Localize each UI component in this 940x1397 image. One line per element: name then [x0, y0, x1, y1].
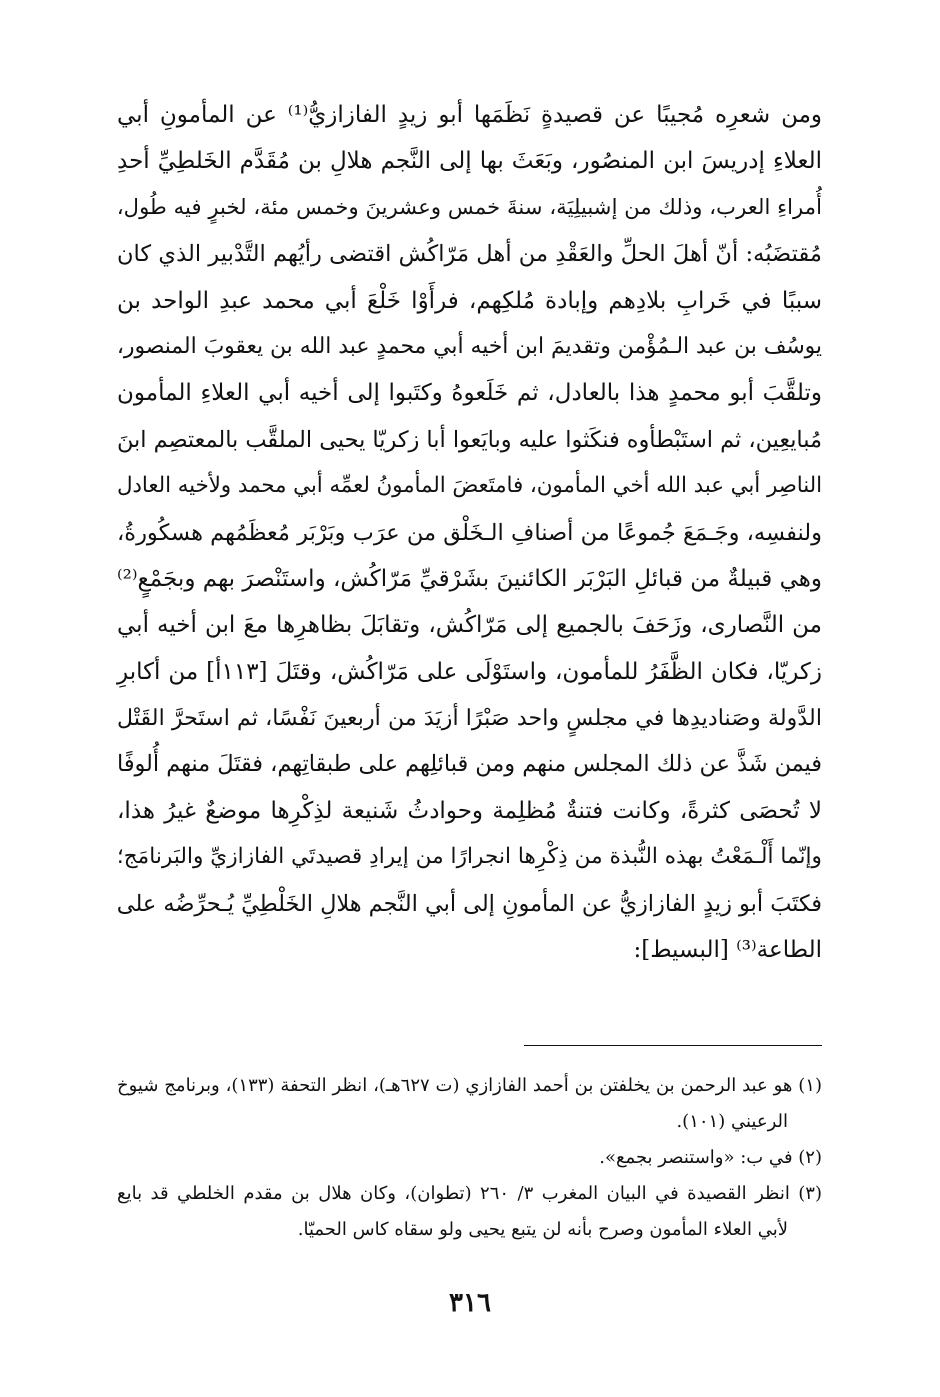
text-line: الناصِر أبي عبد الله أخي المأمون، فامتَعضَ المأمونُ لعمِّه أبي محمد ولأخيه العادل — [116, 473, 822, 499]
text-line: ومن شعرِه مُجيبًا عن قصيدةٍ نَظَمَها أبو زيدٍ الفازازيُّ⁽¹⁾ عن المأمونِ أبي — [117, 102, 823, 128]
text-line: زكريّا، فكان الظَّفَرُ للمأمون، واستَوْلَى على مَرّاكُش، وقتَلَ [١١٣أ] من أكابرِ — [117, 658, 822, 685]
footnote — [117, 1068, 822, 1140]
footnote-separator — [524, 1045, 822, 1046]
page-number: ٣١٦ — [449, 1288, 491, 1318]
text-line: مُبايعِين، ثم استَبْطأوه فنكَثوا عليه وبايَعوا أبا زكريّا يحيى الملقَّب بالمعتصِم ابنَ — [116, 426, 822, 453]
footnote-line: الرعيني (١٠١). — [676, 1111, 788, 1132]
text-line: الدَّولة وصَناديدِها في مجلسٍ واحد صَبْرًا أزيَدَ من أربعينَ نَفْسًا، ثم استَحرَّ القَتْل — [117, 705, 822, 732]
text-line: العلاءِ إدريسَ ابن المنصُور، وبَعَثَ بها إلى النَّجم هلالِ بن مُقَدَّم الخَلطِيِّ أحدِ — [117, 148, 822, 175]
footnote-line: (١) هو عبد الرحمن بن يخلفتن بن أحمد الفازازي (ت ٦٢٧هـ)، انظر التحفة (١٣٣)، وبرنامج شيوخ — [117, 1075, 822, 1096]
footnotes — [117, 1068, 822, 1248]
text-line: وإنّما أَلْـمَعْتُ بهذه النُّبذة من ذِكْرِها انجرارًا من إيرادِ قصيدتَي الفازازيِّ والبَرنامَج؛ — [116, 844, 822, 870]
text-line: الطاعة⁽³⁾ [البسيط]: — [633, 937, 822, 964]
footnote-line: (٣) انظر القصيدة في البيان المغرب ٣/ ٢٦٠ (تطوان)، وكان هلال بن مقدم الخلطي قد بايع — [117, 1183, 822, 1204]
text-line: فيمن شَذَّ عن ذلك المجلس منهم ومن قبائلِهم على طبقاتِهم، فقتَلَ منهم أُلوفًا — [117, 751, 822, 778]
text-line: وتلقَّبَ أبو محمدٍ هذا بالعادل، ثم خَلَعوهُ وكتَبوا إلى أخيه أبي العلاءِ المأمون — [117, 380, 822, 407]
footnote — [117, 1176, 822, 1248]
footnote — [117, 1140, 822, 1176]
main-text — [117, 92, 822, 973]
text-line: وهي قبيلةٌ من قبائلِ البَرْبَر الكائنينَ بشَرْقيِّ مَرّاكُش، واستَنْصرَ بهم وبجَمْعٍ⁽²⁾ — [117, 565, 822, 592]
text-line: مُقتضَبُه: أنّ أهلَ الحلِّ والعَقْدِ من أهل مَرّاكُش اقتضى رأيُهم التَّدْبير الذي كان — [116, 241, 822, 268]
text-line: يوسُف بن عبد الـمُؤْمن وتقديمَ ابن أخيه أبي محمدٍ عبد الله بن يعقوبَ المنصور، — [116, 333, 822, 359]
text-line: فكتَبَ أبو زيدٍ الفازازيُّ عن المأمونِ إلى أبي النَّجم هلالِ الخَلْطِيِّ يُـحرِّضُه على — [116, 890, 822, 917]
text-line: ولنفسِه، وجَـمَعَ جُموعًا من أصنافِ الـخَلْق من عرَب وبَرْبَر مُعظَمُهم هسكُورةُ، — [117, 519, 822, 546]
text-line: سببًا في خَرابِ بلادِهم وإبادة مُلكِهم، فرأَوْا خَلْعَ أبي محمد عبدِ الواحد بن — [117, 287, 822, 314]
text-line: من النَّصارى، وزَحَفَ بالجميع إلى مَرّاكُش، وتقابَلَ بظاهرِها معَ ابن أخيه أبي — [117, 612, 822, 639]
text-line: أُمراءِ العرب، وذلك من إشبيلِيَة، سنةَ خمس وعشرينَ وخمس مئة، لخبرٍ فيه طُول، — [116, 194, 822, 220]
text-line: لا تُحصَى كثرةً، وكانت فتنةٌ مُظلِمة وحوادثُ شَنيعة لذِكْرِها موضعٌ غيرُ هذا، — [117, 797, 822, 824]
footnote-line: لأبي العلاء المأمون وصرح بأنه لن يتبع يحيى ولو سقاه كاس الحميّا. — [297, 1219, 788, 1240]
footnote-line: (٢) في ب: «واستنصر بجمع». — [599, 1147, 822, 1168]
